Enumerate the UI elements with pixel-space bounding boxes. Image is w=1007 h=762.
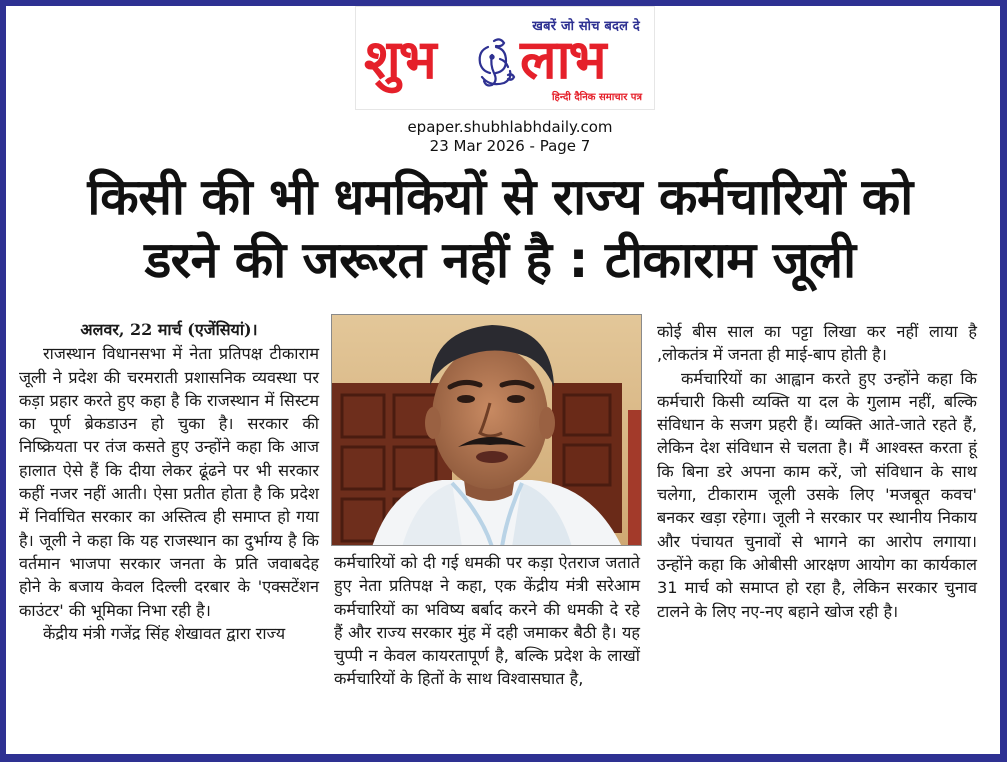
article-column-middle <box>334 551 640 691</box>
article-headline <box>20 166 980 292</box>
brand-name-left: शुभ <box>364 28 435 91</box>
article-paragraph: राजस्थान विधानसभा में नेता प्रतिपक्ष टीकाराम जूली ने प्रदेश की चरमराती प्रशासनिक व्यवस्था पर कड़ा प्रहार करते हुए कहा है कि राजस्थान में सिस्टम का पूर्ण ब्रेकडाउन हो चुका है। सरकार की निष्क्रियता पर तंज कसते हुए उन्होंने कहा कि आज हालात ऐसे हैं कि दीया लेकर ढूंढने पर भी सरकार कहीं नजर नहीं आती। ऐसा प्रतीत होता है कि प्रदेश में निर्वाचित सरकार का अस्तित्व ही समाप्त हो गया है। जूली ने कहा कि यह राजस्थान का दुर्भाग्य है कि वर्तमान भाजपा सरकार जनता के प्रति जवाबदेह होने के बजाय केवल दिल्ली दरबार के 'एक्सटेंशन काउंटर' की भूमिका निभा रही है। <box>19 344 319 620</box>
article-paragraph: कर्मचारियों का आह्वान करते हुए उन्होंने कहा कि कर्मचारी किसी व्यक्ति या दल के गुलाम नहीं, बल्कि संविधान के सजग प्रहरी हैं। व्यक्ति आते-जाते रहते हैं, लेकिन देश संविधान से चलता है। मैं आश्वस्त करता हूं कि बिना डरे अपना काम करें, जो संविधान के साथ चलेगा, टीकाराम जूली उसके लिए 'मजबूत कवच' बनकर खड़ा रहेगा। जूली ने सरकार पर स्थानीय निकाय और पंचायत चुनावों से भागने का आरोप लगाया। उन्होंने कहा कि ओबीसी आरक्षण आयोग का कार्यकाल 31 मार्च को समाप्त हो रहा है, लेकिन सरकार चुनाव टालने के लिए नए-नए बहाने खोज रही है। <box>657 368 977 621</box>
article-column-left <box>19 318 319 645</box>
headline-line-1: किसी की भी धमकियों से राज्य कर्मचारियों को <box>87 168 913 226</box>
article-paragraph: कोई बीस साल का पट्टा लिखा कर नहीं लाया है ,लोकतंत्र में जनता ही माई-बाप होती है। <box>657 322 977 365</box>
masthead <box>355 6 655 110</box>
site-url[interactable]: epaper.shubhlabhdaily.com <box>407 118 613 136</box>
portrait-photo <box>331 314 642 546</box>
article-column-right <box>657 320 977 623</box>
article-paragraph: केंद्रीय मंत्री गजेंद्र सिंह शेखावत द्वारा राज्य <box>43 623 286 643</box>
site-info <box>330 118 690 156</box>
headline-line-2: डरने की जरूरत नहीं है : टीकाराम जूली <box>144 231 856 289</box>
portrait-illustration <box>332 315 642 546</box>
masthead-subtitle: हिन्दी दैनिक समाचार पत्र <box>551 92 642 103</box>
edition-date-page: 23 Mar 2026 - Page 7 <box>429 137 591 155</box>
masthead-tagline: खबरें जो सोच बदल दे <box>532 19 640 34</box>
brand-name-right: लाभ <box>520 28 605 91</box>
dateline: अलवर, 22 मार्च (एजेंसियां)। <box>80 320 258 339</box>
article-paragraph: कर्मचारियों को दी गई धमकी पर कड़ा ऐतराज जताते हुए नेता प्रतिपक्ष ने कहा, एक केंद्रीय मंत्री सरेआम कर्मचारियों का भविष्य बर्बाद करने की धमकी दे रहे हैं और राज्य सरकार मुंह में दही जमाकर बैठी है। यह चुप्पी न केवल कायरतापूर्ण है, बल्कि प्रदेश के लाखों कर्मचारियों के हितों के साथ विश्वासघात है, <box>334 553 640 689</box>
ganesh-icon <box>472 35 518 91</box>
